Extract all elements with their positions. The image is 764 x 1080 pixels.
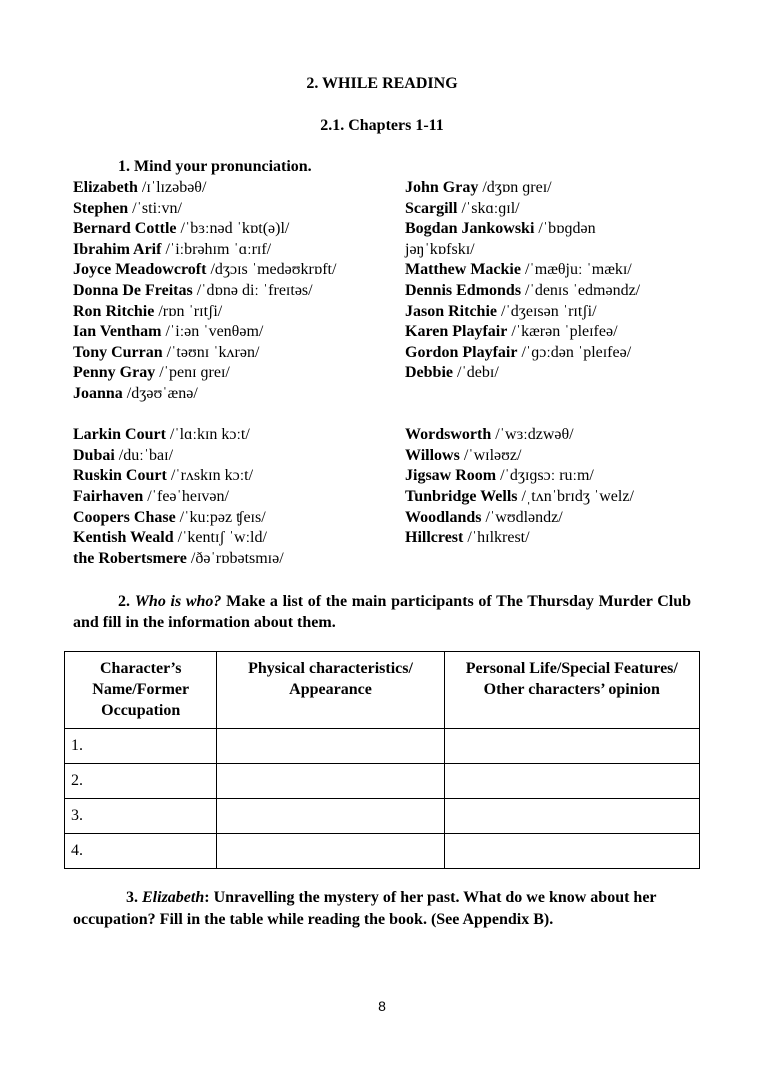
pronunciation-entry	[405, 508, 705, 529]
spacer	[405, 384, 705, 405]
entry-name: Fairhaven	[73, 487, 144, 505]
pronunciation-entry	[73, 446, 393, 467]
empty-cell[interactable]	[444, 834, 699, 869]
entry-ipa: /ˈrʌskɪn kɔːt/	[166, 467, 254, 485]
entry-ipa: /ˈwʊdləndz/	[481, 508, 563, 526]
empty-cell[interactable]	[217, 799, 444, 834]
entry-ipa: /ˈdenɪs ˈedməndz/	[521, 281, 641, 299]
entry-name: Ron Ritchie	[73, 302, 155, 320]
table-row	[65, 834, 700, 869]
row-number: 4.	[65, 834, 217, 869]
entry-ipa: /ˈdɒnə diː ˈfreɪtəs/	[192, 281, 313, 299]
pronunciation-entry	[405, 446, 705, 467]
pronunciation-entry	[405, 260, 705, 281]
pronunciation-entry	[405, 178, 705, 199]
entry-name: Gordon Playfair	[405, 343, 518, 361]
pronunciation-entry	[73, 528, 393, 549]
entry-ipa: jəŋˈkɒfskɪ/	[405, 240, 475, 258]
entry-name: Ian Ventham	[73, 323, 162, 341]
entry-ipa: /ˈiːən ˈvenθəm/	[161, 323, 264, 341]
entry-ipa: /ˈbɒɡdən	[534, 220, 596, 238]
empty-cell[interactable]	[217, 764, 444, 799]
pronunciation-entry	[405, 363, 705, 384]
pronunciation-entry	[73, 219, 393, 240]
left-people-list	[73, 178, 393, 405]
entry-name: Joyce Meadowcroft	[73, 261, 207, 279]
right-people-list	[405, 178, 705, 384]
entry-name: Penny Gray	[73, 364, 156, 382]
empty-cell[interactable]	[217, 834, 444, 869]
pronunciation-entry	[73, 240, 393, 261]
page-number: 8	[378, 998, 386, 1014]
empty-cell[interactable]	[217, 729, 444, 764]
entry-ipa: /ˈdʒeɪsən ˈrɪtʃi/	[497, 302, 597, 320]
exercise3-number: 3.	[126, 889, 138, 906]
entry-name: Wordsworth	[405, 426, 492, 444]
entry-ipa: /duːˈbaɪ/	[114, 446, 174, 464]
entry-name: Matthew Mackie	[405, 261, 521, 279]
subsection-title: 2.1. Chapters 1-11	[320, 117, 444, 134]
header-personal: Personal Life/Special Features/ Other characters’ opinion	[444, 652, 699, 729]
entry-name: Kentish Weald	[73, 529, 174, 547]
exercise3-italic-title: Elizabeth	[142, 889, 205, 906]
left-places-list	[73, 425, 393, 569]
entry-ipa: /ˈtəʊnɪ ˈkʌrən/	[162, 343, 260, 361]
entry-name: Larkin Court	[73, 426, 166, 444]
exercise3-text: : Unravelling the mystery of her past. What do we know about her occupation? Fill in the table while reading the book. (See Appendix B).	[73, 889, 657, 928]
entry-ipa: /dʒɔɪs ˈmedəʊkrɒft/	[206, 261, 337, 279]
exercise2-italic-title: Who is who?	[134, 593, 222, 610]
pronunciation-entry	[405, 281, 705, 302]
entry-ipa: /ˈhɪlkrest/	[463, 529, 530, 547]
entry-name: Ruskin Court	[73, 467, 167, 485]
entry-name: Tony Curran	[73, 343, 163, 361]
right-places-list	[405, 425, 705, 549]
entry-name: Elizabeth	[73, 179, 138, 196]
entry-ipa: /ɪˈlɪzəbəθ/	[137, 179, 207, 196]
entry-ipa: /ˈkuːpəz ʧeɪs/	[175, 508, 266, 526]
entry-ipa: /dʒɒn ɡreɪ/	[478, 179, 552, 196]
table-row	[65, 729, 700, 764]
pronunciation-left-column	[73, 178, 393, 569]
entry-name: Jason Ritchie	[405, 302, 497, 320]
entry-ipa: /rɒn ˈrɪtʃi/	[154, 302, 223, 320]
empty-cell[interactable]	[444, 764, 699, 799]
pronunciation-entry	[73, 363, 393, 384]
pronunciation-right-column	[405, 178, 705, 549]
entry-name: Dennis Edmonds	[405, 281, 522, 299]
pronunciation-entry	[405, 487, 705, 508]
pronunciation-entry	[405, 302, 705, 323]
entry-ipa: /dʒəʊˈænə/	[122, 384, 198, 402]
entry-ipa: /ˈdebɪ/	[453, 364, 499, 382]
pronunciation-entry	[405, 322, 705, 343]
pronunciation-entry	[73, 260, 393, 281]
entry-ipa: /ˈmæθjuː ˈmækɪ/	[520, 261, 632, 279]
spacer	[73, 405, 393, 426]
pronunciation-entry	[73, 302, 393, 323]
entry-name: the Robertsmere	[73, 549, 187, 567]
table-row	[65, 764, 700, 799]
pronunciation-entry	[73, 322, 393, 343]
pronunciation-entry	[405, 219, 705, 240]
entry-ipa: /ˈkentɪʃ ˈwːld/	[173, 529, 267, 547]
entry-ipa: /ˈdʒɪɡsɔː ruːm/	[496, 467, 594, 485]
pronunciation-entry	[73, 466, 393, 487]
header-physical: Physical characteristics/ Appearance	[217, 652, 444, 729]
entry-ipa: /ˈskɑːɡɪl/	[457, 199, 520, 217]
entry-name: Scargill	[405, 199, 458, 217]
entry-name: Dubai	[73, 446, 115, 464]
exercise2-number: 2.	[118, 593, 130, 610]
exercise2-instruction	[73, 591, 691, 633]
entry-name: Woodlands	[405, 508, 482, 526]
pronunciation-entry	[405, 466, 705, 487]
pronunciation-entry	[405, 240, 705, 261]
pronunciation-entry	[405, 343, 705, 364]
entry-name: Willows	[405, 446, 460, 464]
pronunciation-entry	[73, 178, 393, 199]
entry-name: Karen Playfair	[405, 323, 508, 341]
entry-name: Stephen	[73, 199, 129, 217]
entry-name: Ibrahim Arif	[73, 240, 162, 258]
entry-ipa: /ˈpenɪ ɡreɪ/	[155, 364, 230, 382]
table-row	[65, 799, 700, 834]
pronunciation-entry	[405, 425, 705, 446]
pronunciation-entry	[73, 425, 393, 446]
entry-ipa: /ˈɡɔːdən ˈpleɪfeə/	[517, 343, 632, 361]
exercise1-title: 1. Mind your pronunciation.	[118, 158, 312, 175]
section-title: 2. WHILE READING	[306, 75, 458, 92]
exercise2-text: Make a list of the main participants of The Thursday Murder Club and fill in the information about them.	[73, 593, 691, 631]
entry-ipa: /ˈstiːvn/	[128, 199, 182, 217]
exercise3-instruction	[73, 887, 693, 931]
spacer	[405, 405, 705, 426]
pronunciation-entry	[405, 199, 705, 220]
entry-name: Jigsaw Room	[405, 467, 497, 485]
pronunciation-entry	[73, 487, 393, 508]
pronunciation-entry	[73, 508, 393, 529]
entry-ipa: /ðəˈrɒbətsmɪə/	[186, 549, 284, 567]
table-header-row	[65, 652, 700, 729]
entry-ipa: /ˈlɑːkɪn kɔːt/	[165, 426, 250, 444]
entry-name: Tunbridge Wells	[405, 487, 518, 505]
entry-name: Joanna	[73, 384, 123, 402]
entry-name: Coopers Chase	[73, 508, 176, 526]
row-number: 2.	[65, 764, 217, 799]
entry-ipa: /ˈwɜːdzwəθ/	[491, 426, 574, 444]
header-name-occupation: Character’s Name/Former Occupation	[65, 652, 217, 729]
entry-name: Donna De Freitas	[73, 281, 193, 299]
row-number: 3.	[65, 799, 217, 834]
entry-ipa: /ˌtʌnˈbrɪdʒ ˈwelz/	[517, 487, 634, 505]
entry-name: Debbie	[405, 364, 453, 382]
entry-name: Hillcrest	[405, 529, 464, 547]
entry-ipa: /ˈkærən ˈpleɪfeə/	[507, 323, 618, 341]
entry-ipa: /ˈbɜːnəd ˈkɒt(ə)l/	[176, 220, 290, 238]
pronunciation-entry	[73, 281, 393, 302]
empty-cell[interactable]	[444, 729, 699, 764]
pronunciation-entry	[73, 384, 393, 405]
pronunciation-entry	[73, 549, 393, 570]
pronunciation-entry	[73, 343, 393, 364]
entry-name: Bogdan Jankowski	[405, 220, 535, 238]
entry-name: Bernard Cottle	[73, 220, 177, 238]
empty-cell[interactable]	[444, 799, 699, 834]
entry-ipa: /ˈiːbrəhɪm ˈɑːrɪf/	[161, 240, 272, 258]
entry-ipa: /ˈfeəˈheɪvən/	[143, 487, 229, 505]
participants-table	[64, 651, 700, 869]
pronunciation-entry	[405, 528, 705, 549]
entry-ipa: /ˈwɪləʊz/	[459, 446, 522, 464]
row-number: 1.	[65, 729, 217, 764]
pronunciation-entry	[73, 199, 393, 220]
entry-name: John Gray	[405, 179, 479, 196]
